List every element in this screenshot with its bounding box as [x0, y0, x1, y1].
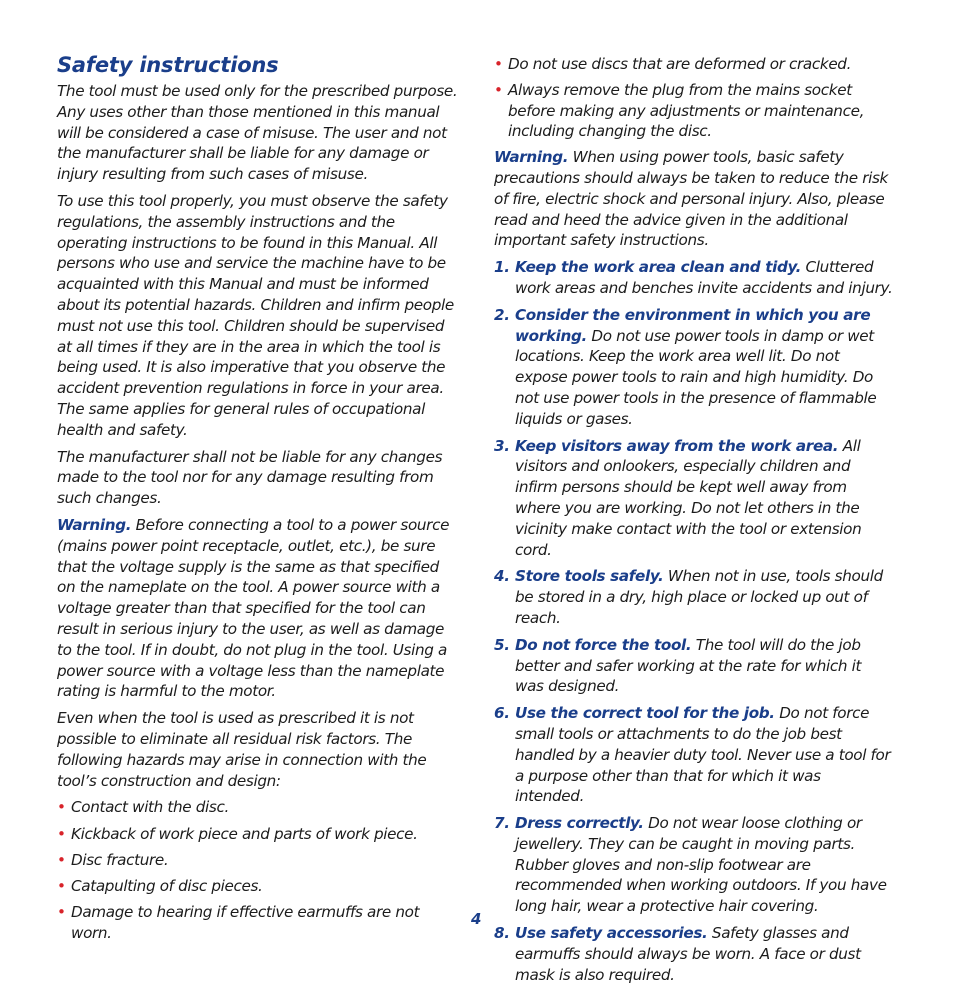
rule-heading: Store tools safely. [515, 567, 664, 586]
rule-item-2 [494, 305, 894, 430]
rule-heading: Keep visitors away from the work area. [515, 436, 839, 455]
bullet-icon: • [57, 903, 66, 922]
warning-label: Warning. [57, 515, 132, 534]
bullet-icon: • [57, 850, 66, 869]
rule-number: 1. [494, 258, 510, 277]
rule-heading: Consider the environment in which you are working. [515, 305, 871, 345]
bullet-icon: • [57, 798, 66, 817]
rule-item-6 [494, 703, 894, 807]
liability-paragraph: The manufacturer shall not be liable for any changes made to the tool nor for any damage resulting from such changes. [57, 447, 443, 508]
hazard-list [57, 797, 461, 944]
rule-item-5 [494, 635, 894, 697]
rule-item-1 [494, 257, 894, 299]
rule-number: 8. [494, 924, 510, 943]
residual-risk-paragraph: Even when the tool is used as prescribed it is not possible to eliminate all residual risk factors. The following hazards may arise in connection with the tool’s construction and design: [57, 709, 427, 790]
hazard-item [57, 797, 461, 818]
bullet-icon: • [57, 877, 66, 896]
rule-text: Do not wear loose clothing or jewellery. They can be caught in moving parts. Rubber gloves and non-slip footwear are recommended when working outdoors. If you have long hair, wear a protective hair covering. [515, 814, 887, 916]
hazard-text: Contact with the disc. [71, 798, 229, 817]
rule-heading: Use safety accessories. [515, 924, 708, 943]
intro-paragraph: The tool must be used only for the prescribed purpose. Any uses other than those mentioned in this manual will be considered a case of misuse. The user and not the manufacturer shall be liable for any damage or injury resulting from such cases of misuse. [57, 82, 458, 184]
hazard-text: Kickback of work piece and parts of work piece. [71, 824, 418, 843]
rule-item-3 [494, 436, 894, 561]
warning-label: Warning. [494, 148, 569, 167]
hazard-text: Damage to hearing if effective earmuffs are not worn. [71, 903, 420, 943]
rule-number: 4. [494, 567, 510, 586]
rule-number: 3. [494, 436, 510, 455]
bullet-icon: • [494, 55, 503, 73]
hazard-item [57, 824, 461, 845]
page-title: Safety instructions [57, 53, 279, 77]
bullet-text: Always remove the plug from the mains socket before making any adjustments or maintenance, including changing the disc. [508, 80, 865, 141]
rule-text: All visitors and onlookers, especially children and infirm persons should be kept well away from where you are working. Do not let others in the vicinity make contact with the tool or extension cord. [515, 436, 862, 559]
left-column [57, 52, 461, 950]
plug-bullet [494, 80, 894, 142]
rule-item-7 [494, 813, 894, 917]
page-number: 4 [471, 910, 482, 928]
voltage-warning [57, 515, 461, 702]
bullet-text: Do not use discs that are deformed or cracked. [508, 55, 852, 73]
rule-text: Safety glasses and earmuffs should always be worn. A face or dust mask is also required. [515, 924, 861, 984]
rule-number: 6. [494, 704, 510, 723]
general-warning [494, 147, 894, 251]
rule-text: Do not use power tools in damp or wet locations. Keep the work area well lit. Do not expose power tools to rain and high humidity. Do not use power tools in the presence of flammable liquids or gases. [515, 326, 877, 428]
rule-number: 7. [494, 814, 510, 833]
disc-bullet [494, 54, 894, 75]
rule-heading: Do not force the tool. [515, 635, 692, 654]
regulations-paragraph: To use this tool properly, you must observe the safety regulations, the assembly instructions and the operating instructions to be found in this Manual. All persons who use and service the machine have to be acquainted with this Manual and must be informed about its potential hazards. Children and infirm people must not use this tool. Children should be supervised at all times if they are in the area in which the tool is being used. It is also imperative that you observe the accident prevention regulations in force in your area. The same applies for general rules of occupational health and safety. [57, 191, 454, 439]
hazard-text: Disc fracture. [71, 850, 169, 869]
bullet-icon: • [494, 80, 503, 99]
rule-text: Cluttered work areas and benches invite accidents and injury. [515, 258, 893, 297]
hazard-item [57, 902, 461, 944]
hazard-text: Catapulting of disc pieces. [71, 877, 263, 896]
hazard-item [57, 850, 461, 871]
rule-item-8 [494, 923, 894, 985]
rule-heading: Use the correct tool for the job. [515, 704, 775, 723]
rule-heading: Keep the work area clean and tidy. [515, 258, 802, 277]
rule-heading: Dress correctly. [515, 814, 644, 833]
rule-text: Do not force small tools or attachments to do the job best handled by a heavier duty tool. Never use a tool for a purpose other than that for which it was intended. [515, 704, 891, 806]
rule-item-4 [494, 566, 894, 628]
rule-text: When not in use, tools should be stored in a dry, high place or locked up out of reach. [515, 567, 883, 627]
right-column [494, 54, 894, 991]
rule-text: The tool will do the job better and safer working at the rate for which it was designed. [515, 635, 862, 696]
bullet-icon: • [57, 824, 66, 843]
warning-text: Before connecting a tool to a power source (mains power point receptacle, outlet, etc.), be sure that the voltage supply is the same as that specified on the nameplate on the tool. A power source with a voltage greater than that specified for the tool can result in serious injury to the user, as well as damage to the tool. If in doubt, do not plug in the tool. Using a power source with a voltage less than the nameplate rating is harmful to the motor. [57, 515, 450, 701]
hazard-item [57, 876, 461, 897]
rule-number: 2. [494, 305, 510, 324]
rule-number: 5. [494, 635, 510, 654]
warning-text: When using power tools, basic safety precautions should always be taken to reduce the risk of fire, electric shock and personal injury. Also, please read and heed the advice given in the additional important safety instructions. [494, 148, 888, 250]
